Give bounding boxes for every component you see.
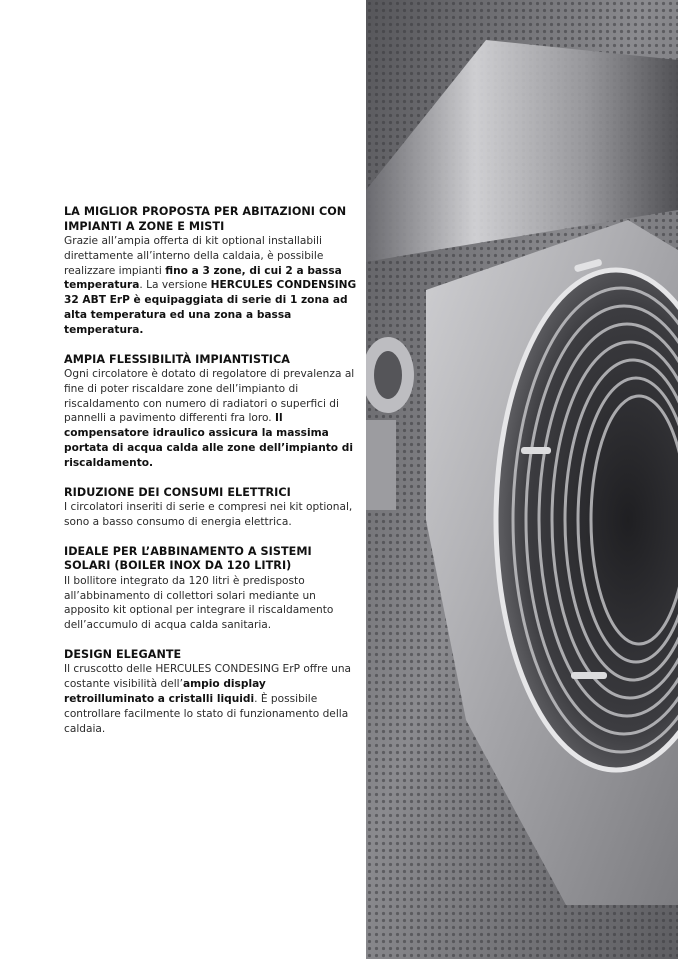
section-heading: AMPIA FLESSIBILITÀ IMPIANTISTICA bbox=[64, 352, 290, 366]
section-zone-systems bbox=[64, 205, 359, 338]
section-heading: IDEALE PER L’ABBINAMENTO A SISTEMI SOLARI (BOILER INOX DA 120 LITRI) bbox=[64, 544, 312, 573]
section-body: Il bollitore integrato da 120 litri è predisposto all’abbinamento di collettori solari mediante un apposito kit optional per integrare il riscaldamento dell’accumulo di acqua calda sanitaria. bbox=[64, 574, 334, 632]
section-body: Ogni circolatore è dotato di regolatore di prevalenza al fine di poter riscaldare zone dell’impianto di riscaldamento con numero di radiatori o superfici di pannelli a pavimento differenti fra loro. Il compensatore idraulico assicura la massima portata di acqua calda alle zone dell’impianto di riscaldamento. bbox=[64, 368, 355, 469]
section-heading: RIDUZIONE DEI CONSUMI ELETTRICI bbox=[64, 485, 291, 499]
section-solar bbox=[64, 545, 359, 633]
section-body: Il cruscotto delle HERCULES CONDESING ErP offre una costante visibilità dell’ampio display retroilluminato a cristalli liquidi. È possibile controllare facilmente lo stato di funzionamento della caldaia. bbox=[64, 663, 352, 735]
section-heading: LA MIGLIOR PROPOSTA PER ABITAZIONI CON IMPIANTI A ZONE E MISTI bbox=[64, 205, 347, 233]
section-body: I circolatori inseriti di serie e compresi nei kit optional, sono a basso consumo di energia elettrica. bbox=[64, 501, 353, 528]
section-energy-saving bbox=[64, 486, 359, 530]
section-body: Grazie all’ampia offerta di kit optional installabili direttamente all’interno della caldaia, è possibile realizzare impianti fino a 3 zone, di cui 2 a bassa temperatura. La versione HERCULES CONDENSING 32 ABT ErP è equipaggiata di serie di 1 zona ad alta temperatura ed una zona a bassa temperatura. bbox=[64, 235, 357, 336]
section-heading: DESIGN ELEGANTE bbox=[64, 647, 182, 661]
section-design bbox=[64, 648, 359, 736]
section-flexibility bbox=[64, 353, 359, 471]
text-column bbox=[64, 205, 359, 751]
heat-exchanger-photo bbox=[366, 0, 678, 959]
